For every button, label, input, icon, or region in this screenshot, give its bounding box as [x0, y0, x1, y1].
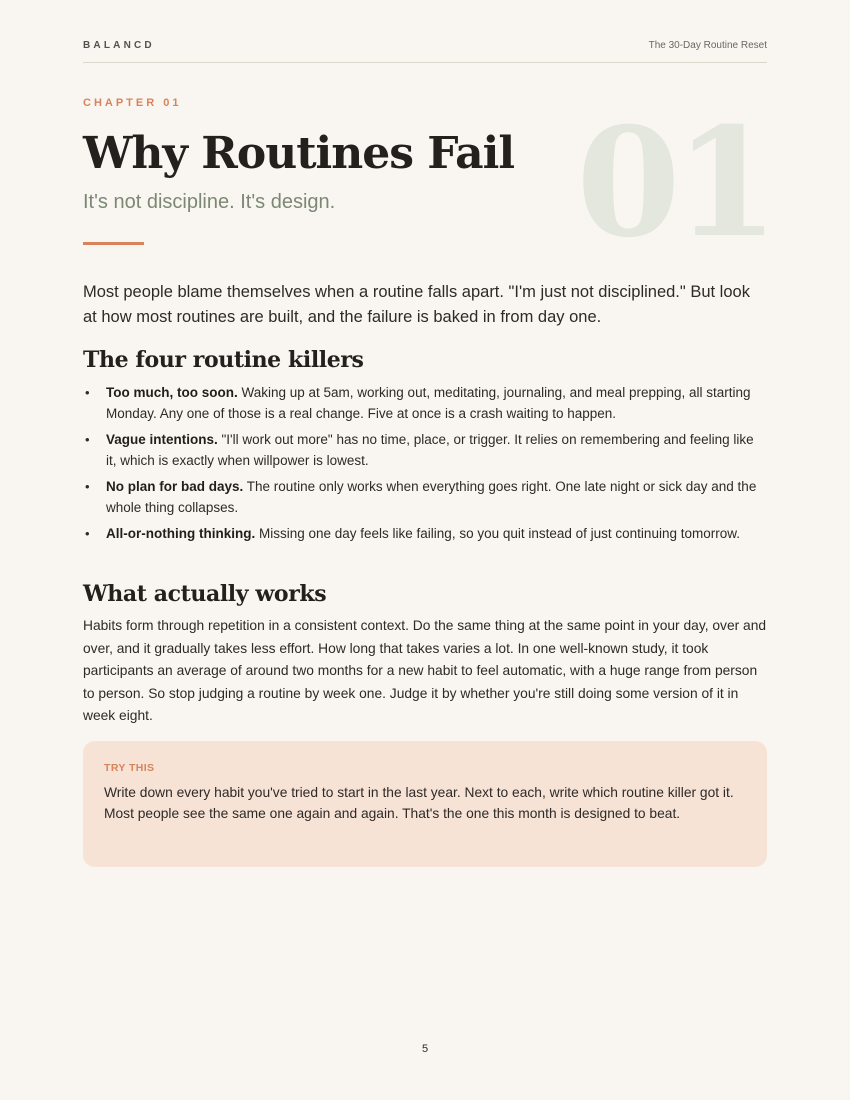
bullet-icon: • [85, 479, 90, 494]
list-item-lead-in: Vague intentions. [106, 432, 218, 447]
list-item-lead-in: No plan for bad days. [106, 479, 244, 494]
chapter-subtitle: It's not discipline. It's design. [83, 191, 336, 213]
list-item-text: Missing one day feels like failing, so you quit instead of just continuing tomorrow. [255, 526, 740, 541]
callout-label: TRY THIS [104, 762, 155, 774]
try-this-callout [83, 741, 767, 867]
works-paragraph: Habits form through repetition in a consistent context. Do the same thing at the same point in your day, over and over, and it gradually takes less effort. How long that takes varies a lot. In one well-known study, it took participants an average of around two months for a new habit to feel automatic, with a huge range from person to person. So stop judging a routine by week one. Judge it by whether you're still doing some version of it in week eight. [83, 618, 767, 724]
bullet-icon: • [85, 385, 90, 400]
accent-divider [83, 242, 144, 245]
bullet-icon: • [85, 432, 90, 447]
list-item-text: "I'll work out more" has no time, place, or trigger. It relies on remembering and feeling like it, which is exactly when willpower is lowest. [106, 432, 754, 468]
lead-paragraph: Most people blame themselves when a routine falls apart. "I'm just not disciplined." But look at how most routines are built, and the failure is baked in from day one. [83, 283, 750, 326]
list-item-text: Waking up at 5am, working out, meditating, journaling, and meal prepping, all starting Monday. Any one of those is a real change. Five at once is a crash waiting to happen. [106, 385, 751, 421]
list-item [83, 382, 767, 424]
chapter-label: CHAPTER 01 [83, 97, 182, 109]
list-item [83, 476, 767, 518]
chapter-number-watermark: 01 [576, 95, 773, 271]
document-title: The 30-Day Routine Reset [648, 40, 767, 51]
chapter-title: Why Routines Fail [83, 128, 515, 179]
page-header [83, 40, 767, 63]
section-heading-killers: The four routine killers [83, 347, 364, 373]
brand-name: BALANCD [83, 40, 155, 51]
document-page [83, 0, 773, 1100]
list-item [83, 523, 767, 544]
section-heading-works: What actually works [83, 581, 327, 607]
list-item [83, 429, 767, 471]
callout-text: Write down every habit you've tried to start in the last year. Next to each, write which routine killer got it. Most people see the same one again and again. That's the one this month is designed to beat. [104, 785, 734, 821]
list-item-lead-in: Too much, too soon. [106, 385, 238, 400]
list-item-lead-in: All-or-nothing thinking. [106, 526, 256, 541]
bullet-icon: • [85, 526, 90, 541]
killers-list [83, 382, 767, 549]
list-item-text: The routine only works when everything goes right. One late night or sick day and the whole thing collapses. [106, 479, 757, 515]
page-number: 5 [421, 1043, 429, 1055]
